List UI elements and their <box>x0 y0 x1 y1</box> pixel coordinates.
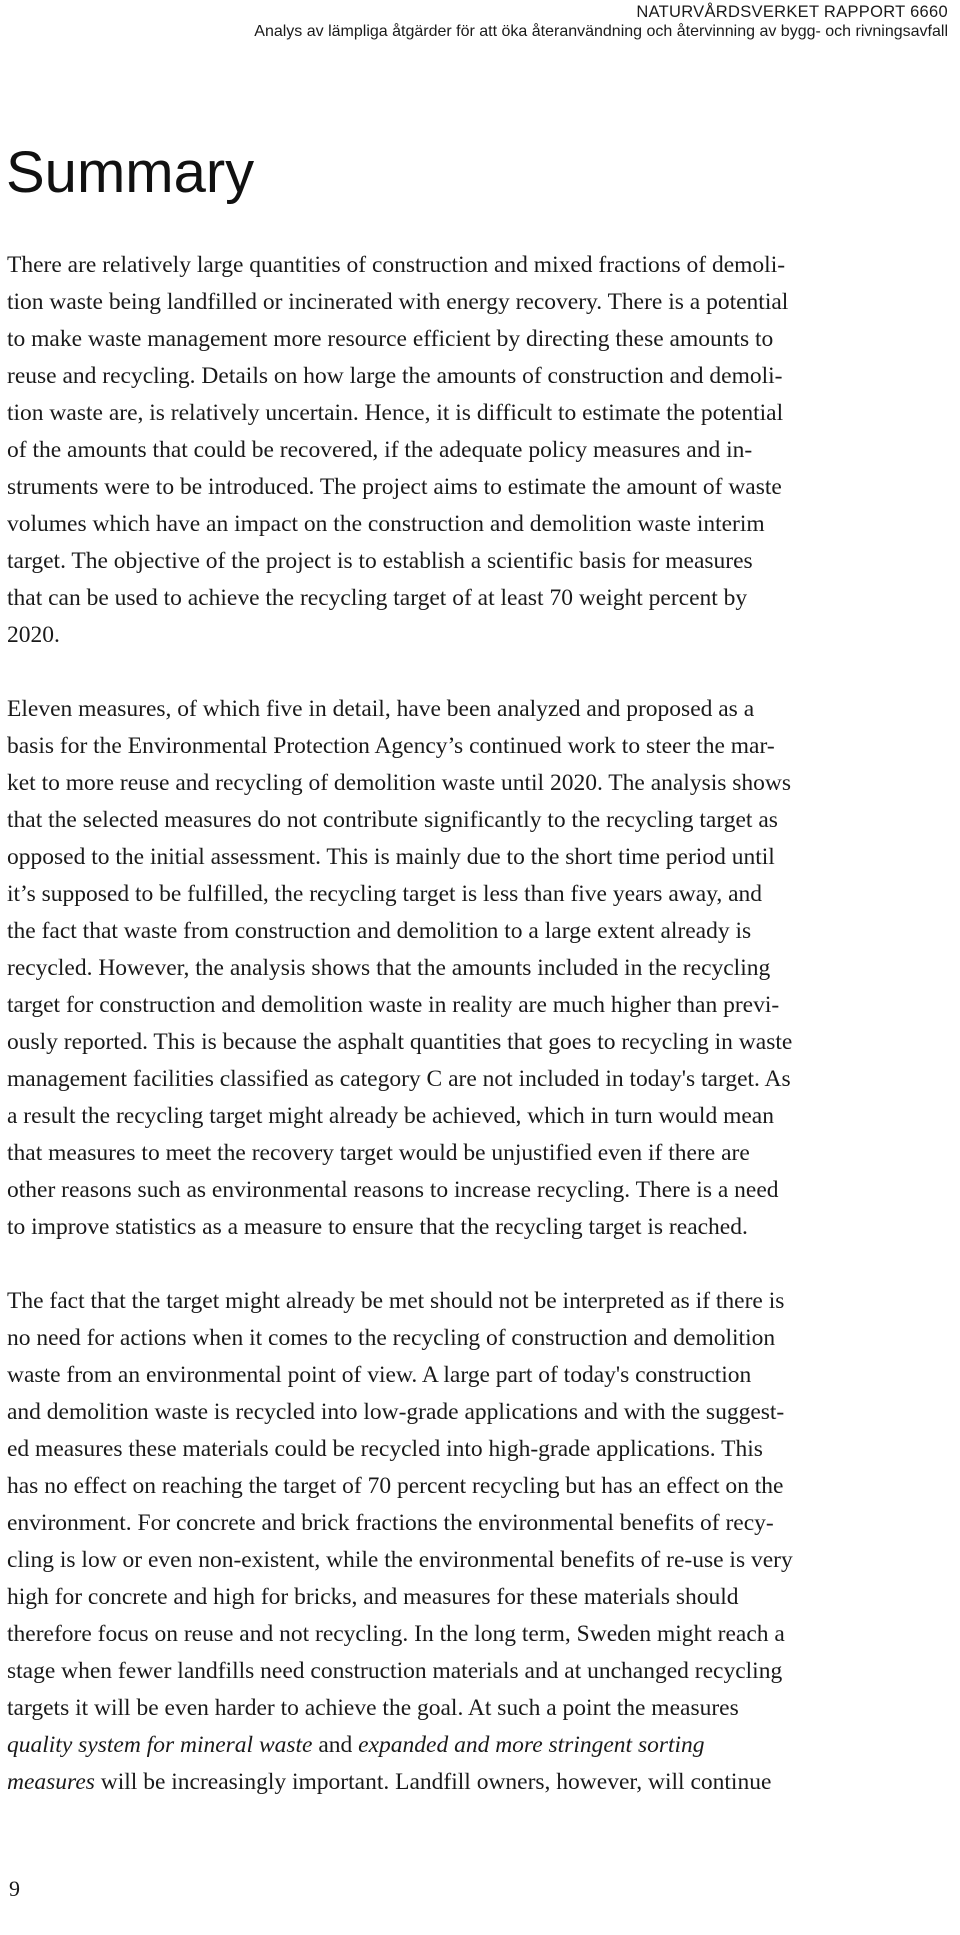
text-line: There are relatively large quantities of construction and mixed fractions of demoli- <box>7 252 786 278</box>
text-line: reuse and recycling. Details on how large the amounts of construction and demoli- <box>7 363 783 389</box>
text-line: ously reported. This is because the asphalt quantities that goes to recycling in waste <box>7 1029 793 1055</box>
text-line: management facilities classified as category C are not included in today's target. As <box>7 1066 791 1092</box>
text-line: volumes which have an impact on the construction and demolition waste interim <box>7 511 765 537</box>
text-line: target for construction and demolition waste in reality are much higher than previ- <box>7 992 780 1018</box>
text-line: a result the recycling target might already be achieved, which in turn would mean <box>7 1103 774 1129</box>
text-line: to make waste management more resource efficient by directing these amounts to <box>7 326 774 352</box>
text-line: that can be used to achieve the recycling target of at least 70 weight percent by <box>7 585 748 611</box>
paragraph-3 <box>7 1283 947 1801</box>
text-line-with-italics <box>7 1764 947 1801</box>
text-line: tion waste being landfilled or incinerated with energy recovery. There is a potential <box>7 289 789 315</box>
text-line: The fact that the target might already be met should not be interpreted as if there is <box>7 1288 785 1314</box>
text-line: other reasons such as environmental reasons to increase recycling. There is a need <box>7 1177 779 1203</box>
italic-term: expanded and more stringent sorting <box>358 1732 705 1758</box>
text-line: ket to more reuse and recycling of demolition waste until 2020. The analysis shows <box>7 770 792 796</box>
report-subtitle: Analys av lämpliga åtgärder för att öka återanvändning och återvinning av bygg- och rivningsavfall <box>254 23 948 40</box>
text-line: Eleven measures, of which five in detail, have been analyzed and proposed as a <box>7 696 755 722</box>
text-line: targets it will be even harder to achieve the goal. At such a point the measures <box>7 1695 739 1721</box>
report-title: NATURVÅRDSVERKET RAPPORT 6660 <box>636 3 948 21</box>
text-line: that the selected measures do not contribute significantly to the recycling target as <box>7 807 778 833</box>
text-line: and demolition waste is recycled into low-grade applications and with the suggest- <box>7 1399 785 1425</box>
text-line: that measures to meet the recovery target would be unjustified even if there are <box>7 1140 750 1166</box>
text-line: the fact that waste from construction and demolition to a large extent already is <box>7 918 752 944</box>
text-line: cling is low or even non-existent, while the environmental benefits of re-use is very <box>7 1547 793 1573</box>
text-line: waste from an environmental point of view. A large part of today's construction <box>7 1362 752 1388</box>
text-line: environment. For concrete and brick fractions the environmental benefits of recy- <box>7 1510 774 1536</box>
summary-body <box>7 247 947 1801</box>
text-line: high for concrete and high for bricks, and measures for these materials should <box>7 1584 739 1610</box>
text-line: of the amounts that could be recovered, if the adequate policy measures and in- <box>7 437 753 463</box>
text-line: recycled. However, the analysis shows that the amounts included in the recycling <box>7 955 771 981</box>
italic-term: quality system for mineral waste <box>7 1732 313 1758</box>
paragraph-1 <box>7 247 947 654</box>
report-header <box>254 2 948 42</box>
text-line: has no effect on reaching the target of 70 percent recycling but has an effect on the <box>7 1473 784 1499</box>
page-number: 9 <box>9 1876 20 1901</box>
text-run: will be increasingly important. Landfill owners, however, will continue <box>94 1769 772 1795</box>
text-line-with-italics <box>7 1727 947 1764</box>
text-line: no need for actions when it comes to the recycling of construction and demolition <box>7 1325 776 1351</box>
page-heading: Summary <box>6 140 255 205</box>
text-line: it’s supposed to be fulfilled, the recycling target is less than five years away, and <box>7 881 763 907</box>
italic-term: measures <box>7 1769 95 1795</box>
paragraph-2 <box>7 691 947 1246</box>
text-line: stage when fewer landfills need construction materials and at unchanged recycling <box>7 1658 783 1684</box>
text-line: basis for the Environmental Protection Agency’s continued work to steer the mar- <box>7 733 775 759</box>
text-line: tion waste are, is relatively uncertain. Hence, it is difficult to estimate the potential <box>7 400 784 426</box>
text-line: opposed to the initial assessment. This is mainly due to the short time period until <box>7 844 775 870</box>
text-line: 2020. <box>7 622 60 648</box>
text-line: therefore focus on reuse and not recycling. In the long term, Sweden might reach a <box>7 1621 785 1647</box>
text-run: and <box>312 1732 359 1758</box>
text-line: struments were to be introduced. The project aims to estimate the amount of waste <box>7 474 782 500</box>
text-line: to improve statistics as a measure to ensure that the recycling target is reached. <box>7 1214 748 1240</box>
text-line: ed measures these materials could be recycled into high-grade applications. This <box>7 1436 763 1462</box>
text-line: target. The objective of the project is to establish a scientific basis for measures <box>7 548 753 574</box>
